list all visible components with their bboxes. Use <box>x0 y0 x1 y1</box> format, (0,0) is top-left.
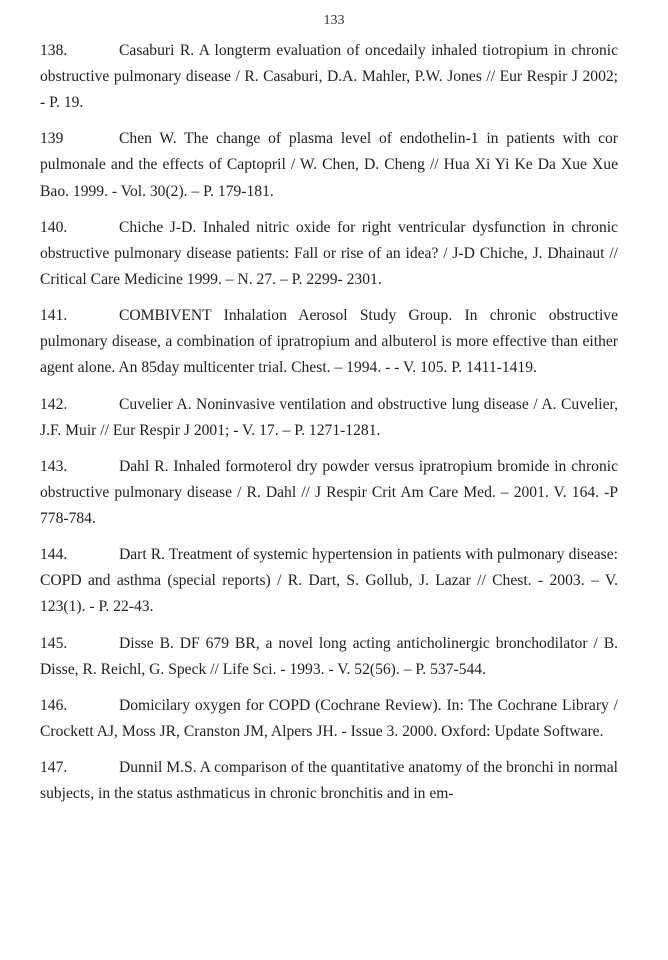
reference-item <box>40 693 618 745</box>
reference-item <box>40 38 618 116</box>
reference-item <box>40 454 618 532</box>
reference-number: 147. <box>40 759 68 777</box>
reference-list <box>40 38 618 817</box>
reference-text: Dahl R. Inhaled formoterol dry powder versus ipratropium bromide in chronic obstructive pulmonary disease / R. Dahl // J Respir Crit Am Care Med. – 2001. V. 164. -P 778-784. <box>40 457 618 527</box>
reference-text: Dart R. Treatment of systemic hypertension in patients with pulmonary disease: COPD and asthma (special reports) / R. Dart, S. Gollub, J. Lazar // Chest. - 2003. – V. 123(1). - P. 22-43. <box>40 546 618 616</box>
reference-text: COMBIVENT Inhalation Aerosol Study Group. In chronic obstructive pulmonary disease, a combination of ipratropium and albuterol is more effective than either agent alone. An 85day multicenter trial. Chest. – 1994. - - V. 105. P. 1411-1419. <box>40 307 618 377</box>
reference-text: Disse B. DF 679 BR, a novel long acting anticholinergic bronchodilator / B. Disse, R. Reichl, G. Speck // Life Sci. - 1993. - V. 52(56). – P. 537-544. <box>40 634 618 678</box>
reference-item <box>40 126 618 204</box>
reference-item <box>40 303 618 381</box>
reference-item <box>40 755 618 807</box>
reference-number: 141. <box>40 307 68 325</box>
reference-number: 138. <box>40 42 68 59</box>
reference-number: 140. <box>40 218 68 236</box>
page-number: 133 <box>323 13 345 28</box>
reference-text: Domicilary oxygen for COPD (Cochrane Review). In: The Cochrane Library / Crockett AJ, Moss JR, Cranston JM, Alpers JH. - Issue 3. 2000. Oxford: Update Software. <box>40 696 618 740</box>
reference-item <box>40 215 618 293</box>
reference-item <box>40 542 618 620</box>
reference-number: 146. <box>40 696 68 714</box>
reference-text: Chen W. The change of plasma level of endothelin-1 in patients with cor pulmonale and the effects of Captopril / W. Chen, D. Cheng // Hua Xi Yi Ke Da Xue Xue Bao. 1999. - Vol. 30(2). – P. 179-181. <box>40 130 618 200</box>
reference-number: 144. <box>40 546 68 564</box>
reference-item <box>40 631 618 683</box>
reference-item <box>40 392 618 444</box>
reference-number: 145. <box>40 634 68 652</box>
reference-number: 142. <box>40 395 68 413</box>
reference-number: 139 <box>40 130 64 148</box>
reference-text: Casaburi R. A longterm evaluation of oncedaily inhaled tiotropium in chronic obstructive pulmonary disease / R. Casaburi, D.A. Mahler, P.W. Jones // Eur Respir J 2002; - P. 19. <box>40 42 618 112</box>
reference-text: Dunnil M.S. A comparison of the quantitative anatomy of the bronchi in normal subjects, in the status asthmaticus in chronic bronchitis and in em- <box>40 759 618 803</box>
reference-number: 143. <box>40 457 68 475</box>
reference-text: Cuvelier A. Noninvasive ventilation and obstructive lung disease / A. Cuvelier, J.F. Muir // Eur Respir J 2001; - V. 17. – P. 1271-1281. <box>40 395 618 439</box>
reference-text: Chiche J-D. Inhaled nitric oxide for right ventricular dysfunction in chronic obstructive pulmonary disease patients: Fall or rise of an idea? / J-D Chiche, J. Dhainaut // Critical Care Medicine 1999. – N. 27. – P. 2299- 2301. <box>40 218 618 288</box>
